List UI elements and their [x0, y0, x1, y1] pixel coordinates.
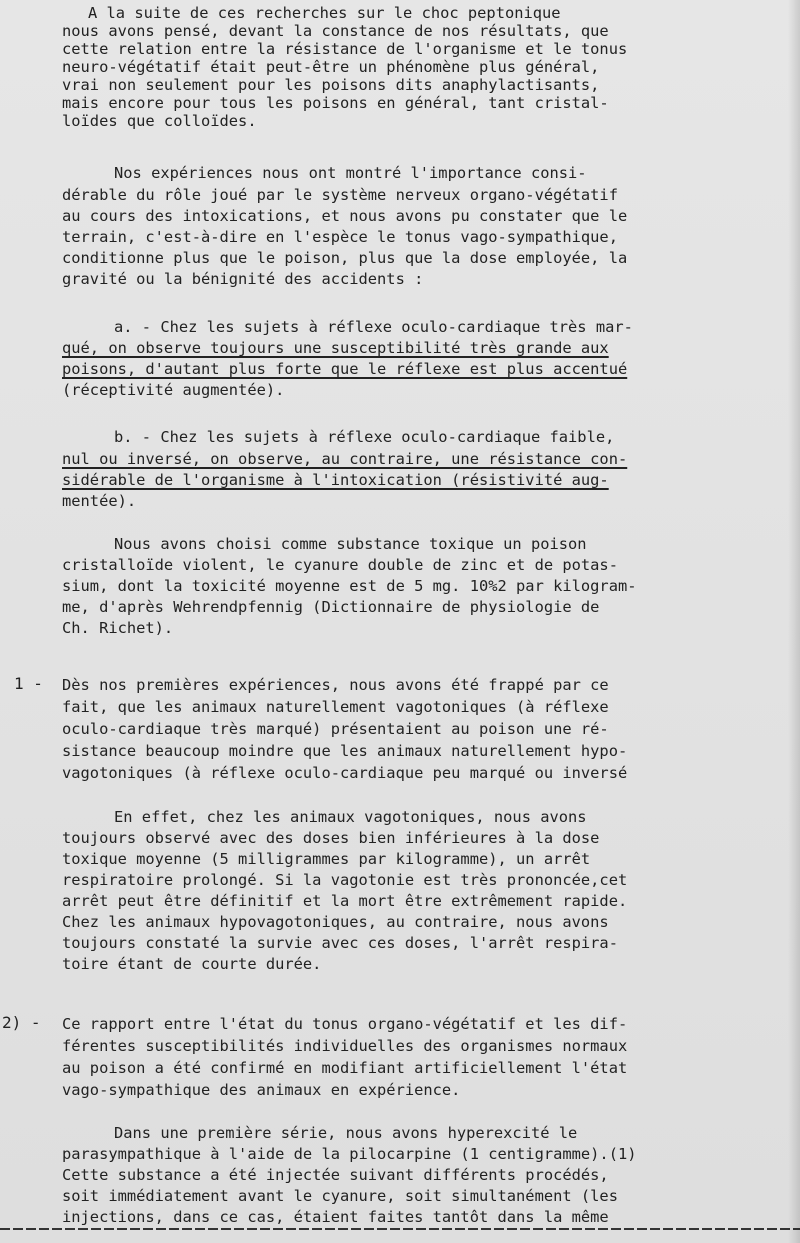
text-line: conditionne plus que le poison, plus que la dose employée, la: [62, 249, 628, 267]
text-line: Ce rapport entre l'état du tonus organo-végétatif et les dif-: [62, 1015, 628, 1033]
text-line: gravité ou la bénignité des accidents :: [62, 270, 424, 288]
text-line: dérable du rôle joué par le système nerveux organo-végétatif: [62, 186, 618, 204]
text-line: b. - Chez les sujets à réflexe oculo-cardiaque faible,: [114, 428, 615, 446]
text-line: Nos expériences nous ont montré l'importance consi-: [114, 164, 587, 182]
text-line: toire étant de courte durée.: [62, 955, 322, 973]
text-line: nous avons pensé, devant la constance de nos résultats, que: [62, 22, 609, 40]
text-line: arrêt peut être définitif et la mort être extrêmement rapide.: [62, 892, 628, 910]
underlined-line: sidérable de l'organisme à l'intoxication (résistivité aug-: [62, 471, 609, 489]
text-line: mentée).: [62, 492, 137, 510]
text-line: loïdes que colloïdes.: [62, 112, 257, 130]
text-line: mais encore pour tous les poisons en général, tant cristal-: [62, 94, 609, 112]
text-line: A la suite de ces recherches sur le choc peptonique: [88, 4, 561, 22]
text-line: cristalloïde violent, le cyanure double de zinc et de potas-: [62, 556, 618, 574]
text-line: En effet, chez les animaux vagotoniques, nous avons: [114, 808, 587, 826]
text-line: toujours constaté la survie avec ces doses, l'arrêt respira-: [62, 934, 618, 952]
text-line: vago-sympathique des animaux en expérience.: [62, 1081, 461, 1099]
bottom-dashed-rule: [0, 1228, 800, 1230]
text-line: vrai non seulement pour les poisons dits anaphylactisants,: [62, 76, 600, 94]
text-line: injections, dans ce cas, étaient faites tantôt dans la même: [62, 1208, 609, 1226]
text-line: respiratoire prolongé. Si la vagotonie est très prononcée,cet: [62, 871, 628, 889]
text-line: terrain, c'est-à-dire en l'espèce le tonus vago-sympathique,: [62, 228, 618, 246]
text-line: (réceptivité augmentée).: [62, 381, 285, 399]
text-line: toxique moyenne (5 milligrammes par kilogramme), un arrêt: [62, 850, 591, 868]
text-line: soit immédiatement avant le cyanure, soit simultanément (les: [62, 1187, 618, 1205]
text-line: Dans une première série, nous avons hyperexcité le: [114, 1124, 578, 1142]
text-line: fait, que les animaux naturellement vagotoniques (à réflexe: [62, 698, 609, 716]
text-line: Nous avons choisi comme substance toxique un poison: [114, 535, 587, 553]
text-line: férentes susceptibilités individuelles des organismes normaux: [62, 1037, 628, 1055]
underlined-line: nul ou inversé, on observe, au contraire, une résistance con-: [62, 450, 628, 468]
text-line: a. - Chez les sujets à réflexe oculo-cardiaque très mar-: [114, 318, 633, 336]
text-line: Cette substance a été injectée suivant différents procédés,: [62, 1166, 609, 1184]
text-line: Dès nos premières expériences, nous avons été frappé par ce: [62, 676, 609, 694]
text-line: au poison a été confirmé en modifiant artificiellement l'état: [62, 1059, 628, 1077]
text-line: toujours observé avec des doses bien inférieures à la dose: [62, 829, 600, 847]
text-line: cette relation entre la résistance de l'organisme et le tonus: [62, 40, 628, 58]
underlined-line: qué, on observe toujours une susceptibilité très grande aux: [62, 339, 609, 357]
section-marker: 1 -: [14, 674, 43, 693]
text-line: oculo-cardiaque très marqué) présentaient au poison une ré-: [62, 720, 609, 738]
text-line: Ch. Richet).: [62, 619, 174, 637]
section-marker: 2) -: [2, 1013, 41, 1032]
text-line: me, d'après Wehrendpfennig (Dictionnaire de physiologie de: [62, 598, 600, 616]
page-edge-shadow: [788, 0, 800, 1243]
text-line: neuro-végétatif était peut-être un phénomène plus général,: [62, 58, 600, 76]
text-line: Chez les animaux hypovagotoniques, au contraire, nous avons: [62, 913, 609, 931]
underlined-line: poisons, d'autant plus forte que le réflexe est plus accentué: [62, 360, 628, 378]
text-line: sistance beaucoup moindre que les animaux naturellement hypo-: [62, 742, 628, 760]
text-line: au cours des intoxications, et nous avons pu constater que le: [62, 207, 628, 225]
text-line: parasympathique à l'aide de la pilocarpine (1 centigramme).(1): [62, 1145, 637, 1163]
text-line: sium, dont la toxicité moyenne est de 5 mg. 10%2 par kilogram-: [62, 577, 637, 595]
text-line: vagotoniques (à réflexe oculo-cardiaque peu marqué ou inversé: [62, 764, 628, 782]
